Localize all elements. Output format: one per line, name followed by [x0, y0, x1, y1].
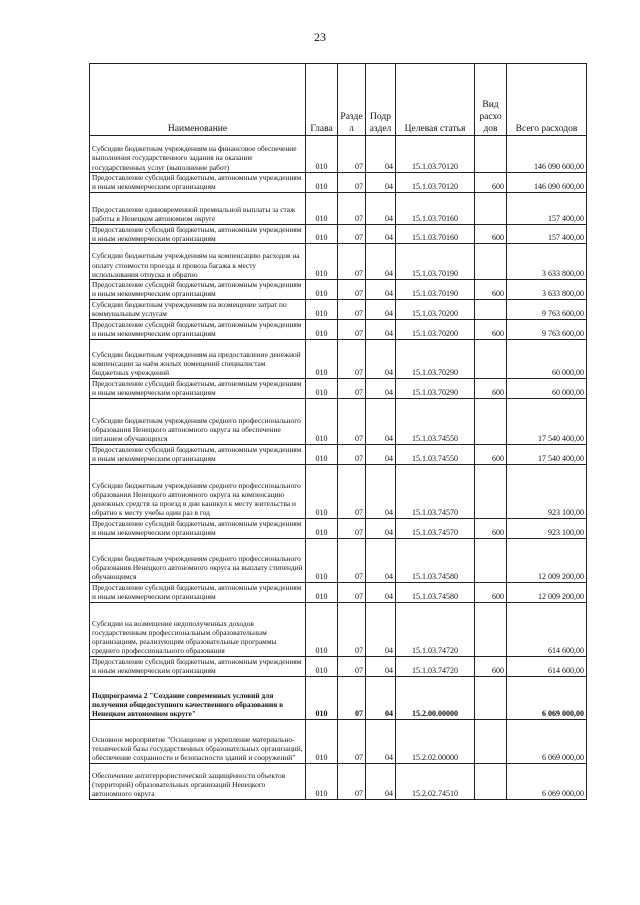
- table-row-subprogram: [90, 676, 587, 719]
- row-razdel: 07: [338, 763, 366, 799]
- row-name: Субсидии бюджетным учреждениям среднего профессионального образования Ненецкого автономного округа на обеспечение питанием обучающихся: [90, 398, 306, 444]
- row-razdel: 07: [338, 518, 366, 538]
- table-row: [90, 192, 587, 224]
- row-target: 15.1.03.74550: [396, 398, 475, 444]
- row-total: 9 763 600,00: [507, 299, 587, 319]
- row-razdel: 07: [338, 719, 366, 763]
- row-total: 157 400,00: [507, 192, 587, 224]
- row-target: 15.2.02.00000: [396, 719, 475, 763]
- row-total: 614 600,00: [507, 656, 587, 676]
- row-razdel: 07: [338, 299, 366, 319]
- row-vid: [475, 464, 507, 518]
- row-name: Предоставление субсидий бюджетным, автономным учреждениям и иным некоммерческим организациям: [90, 582, 306, 602]
- table-row: [90, 602, 587, 656]
- row-vid: [475, 602, 507, 656]
- header-name: Наименование: [90, 64, 306, 136]
- table-row: [90, 244, 587, 280]
- row-vid: 600: [475, 378, 507, 398]
- table-row: [90, 582, 587, 602]
- row-target: 15.1.03.70120: [396, 136, 475, 173]
- row-name: Предоставление субсидий бюджетным, автономным учреждениям и иным некоммерческим организациям: [90, 378, 306, 398]
- row-glava: 010: [306, 280, 338, 300]
- row-target: 15.1.03.74720: [396, 602, 475, 656]
- row-podrazdel: 04: [366, 319, 396, 339]
- row-razdel: 07: [338, 538, 366, 582]
- header-total: Всего расходов: [507, 64, 587, 136]
- row-glava: 010: [306, 444, 338, 464]
- row-glava: 010: [306, 244, 338, 280]
- row-total: 17 540 400,00: [507, 398, 587, 444]
- row-razdel: 07: [338, 464, 366, 518]
- row-razdel: 07: [338, 173, 366, 193]
- row-glava: 010: [306, 299, 338, 319]
- table-row: [90, 136, 587, 173]
- table-row: [90, 464, 587, 518]
- row-vid: [475, 763, 507, 799]
- row-glava: 010: [306, 319, 338, 339]
- row-podrazdel: 04: [366, 656, 396, 676]
- row-total: 17 540 400,00: [507, 444, 587, 464]
- row-razdel: 07: [338, 602, 366, 656]
- row-total: 146 090 600,00: [507, 173, 587, 193]
- row-target: 15.1.03.74570: [396, 518, 475, 538]
- row-podrazdel: 04: [366, 676, 396, 719]
- row-podrazdel: 04: [366, 192, 396, 224]
- row-name: Субсидии бюджетным учреждениям среднего профессионального образования Ненецкого автономного округа на компенсацию денежных средств за проезд в дни каникул к месту жительства и обратно к месту учебы один раз в год: [90, 464, 306, 518]
- row-glava: 010: [306, 339, 338, 378]
- row-vid: 600: [475, 319, 507, 339]
- row-podrazdel: 04: [366, 378, 396, 398]
- row-total: 12 009 200,00: [507, 582, 587, 602]
- row-target: 15.1.03.70200: [396, 299, 475, 319]
- row-podrazdel: 04: [366, 244, 396, 280]
- row-target: 15.1.03.74580: [396, 582, 475, 602]
- row-vid: [475, 719, 507, 763]
- row-target: 15.1.03.74580: [396, 538, 475, 582]
- row-podrazdel: 04: [366, 280, 396, 300]
- row-total: 3 633 800,00: [507, 280, 587, 300]
- header-target: Целевая статья: [396, 64, 475, 136]
- row-target: 15.1.03.70160: [396, 192, 475, 224]
- row-target: 15.2.02.74510: [396, 763, 475, 799]
- row-name: Предоставление субсидий бюджетным, автономным учреждениям и иным некоммерческим организациям: [90, 518, 306, 538]
- row-name: Предоставление единовременной премиальной выплаты за стаж работы в Ненецком автономном округе: [90, 192, 306, 224]
- row-razdel: 07: [338, 244, 366, 280]
- row-total: 146 090 600,00: [507, 136, 587, 173]
- header-vid: Вид расхо дов: [475, 64, 507, 136]
- row-razdel: 07: [338, 676, 366, 719]
- row-target: 15.1.03.74550: [396, 444, 475, 464]
- row-target: 15.1.03.70160: [396, 224, 475, 244]
- row-podrazdel: 04: [366, 538, 396, 582]
- row-razdel: 07: [338, 582, 366, 602]
- row-podrazdel: 04: [366, 444, 396, 464]
- table-row: [90, 398, 587, 444]
- row-glava: 010: [306, 224, 338, 244]
- row-podrazdel: 04: [366, 763, 396, 799]
- row-podrazdel: 04: [366, 582, 396, 602]
- row-vid: [475, 676, 507, 719]
- row-razdel: 07: [338, 224, 366, 244]
- row-target: 15.1.03.70200: [396, 319, 475, 339]
- header-razdel: Разде л: [338, 64, 366, 136]
- table-row: [90, 339, 587, 378]
- row-name: Подпрограмма 2 "Создание современных условий для получения общедоступного качественного образования в Ненецком автономном округе": [90, 676, 306, 719]
- table-row: [90, 224, 587, 244]
- row-razdel: 07: [338, 192, 366, 224]
- row-podrazdel: 04: [366, 224, 396, 244]
- row-name: Обеспечение антитеррористической защищённости объектов (территорий) образовательных организаций Ненецкого автономного округа: [90, 763, 306, 799]
- row-glava: 010: [306, 378, 338, 398]
- row-vid: [475, 339, 507, 378]
- row-name: Субсидии бюджетным учреждениям на возмещение затрат по коммунальным услугам: [90, 299, 306, 319]
- table-row: [90, 299, 587, 319]
- row-vid: [475, 192, 507, 224]
- table-row: [90, 538, 587, 582]
- row-total: 923 100,00: [507, 464, 587, 518]
- row-total: 157 400,00: [507, 224, 587, 244]
- row-total: 3 633 800,00: [507, 244, 587, 280]
- row-target: 15.1.03.70120: [396, 173, 475, 193]
- row-glava: 010: [306, 676, 338, 719]
- row-name: Предоставление субсидий бюджетным, автономным учреждениям и иным некоммерческим организациям: [90, 319, 306, 339]
- row-podrazdel: 04: [366, 602, 396, 656]
- row-total: 9 763 600,00: [507, 319, 587, 339]
- row-razdel: 07: [338, 378, 366, 398]
- row-vid: [475, 244, 507, 280]
- row-vid: 600: [475, 224, 507, 244]
- row-glava: 010: [306, 538, 338, 582]
- table-row: [90, 656, 587, 676]
- row-razdel: 07: [338, 319, 366, 339]
- row-vid: 600: [475, 656, 507, 676]
- row-vid: 600: [475, 280, 507, 300]
- row-target: 15.1.03.70190: [396, 280, 475, 300]
- row-total: 12 009 200,00: [507, 538, 587, 582]
- row-podrazdel: 04: [366, 719, 396, 763]
- row-glava: 010: [306, 136, 338, 173]
- row-vid: [475, 299, 507, 319]
- row-razdel: 07: [338, 339, 366, 378]
- table-row: [90, 763, 587, 799]
- row-glava: 010: [306, 656, 338, 676]
- row-podrazdel: 04: [366, 518, 396, 538]
- table-row: [90, 518, 587, 538]
- row-vid: 600: [475, 518, 507, 538]
- row-total: 6 069 000,00: [507, 676, 587, 719]
- row-glava: 010: [306, 763, 338, 799]
- row-name: Субсидии бюджетным учреждениям на предоставление денежной компенсации за наём жилых помещений специалистам бюджетных учреждений: [90, 339, 306, 378]
- row-name: Предоставление субсидий бюджетным, автономным учреждениям и иным некоммерческим организациям: [90, 280, 306, 300]
- row-name: Субсидии на возмещение недополученных доходов государственным профессиональным образовательным организациям, реализующим образовательные программы среднего профессионального образования: [90, 602, 306, 656]
- row-podrazdel: 04: [366, 299, 396, 319]
- row-podrazdel: 04: [366, 464, 396, 518]
- row-target: 15.2.00.00000: [396, 676, 475, 719]
- row-glava: 010: [306, 719, 338, 763]
- row-glava: 010: [306, 464, 338, 518]
- table-row: [90, 719, 587, 763]
- row-total: 6 069 000,00: [507, 719, 587, 763]
- table-row: [90, 173, 587, 193]
- row-razdel: 07: [338, 280, 366, 300]
- row-total: 60 000,00: [507, 339, 587, 378]
- row-podrazdel: 04: [366, 136, 396, 173]
- row-glava: 010: [306, 518, 338, 538]
- row-target: 15.1.03.74720: [396, 656, 475, 676]
- row-total: 6 069 000,00: [507, 763, 587, 799]
- row-name: Субсидии бюджетным учреждениям на компенсацию расходов на оплату стоимости проезда и провоза багажа к месту использования отпуска и обратно: [90, 244, 306, 280]
- row-name: Основное мероприятие "Оснащение и укрепление материально-технической базы государственных образовательных организаций, обеспечение сохранности и безопасности зданий и сооружений": [90, 719, 306, 763]
- row-razdel: 07: [338, 136, 366, 173]
- row-name: Субсидии бюджетным учреждениям на финансовое обеспечение выполнения государственного задания на оказание государственных услуг (выполнение работ): [90, 136, 306, 173]
- row-razdel: 07: [338, 444, 366, 464]
- row-vid: 600: [475, 444, 507, 464]
- row-vid: 600: [475, 582, 507, 602]
- table-row: [90, 444, 587, 464]
- row-glava: 010: [306, 173, 338, 193]
- row-podrazdel: 04: [366, 173, 396, 193]
- row-podrazdel: 04: [366, 398, 396, 444]
- table-header-row: [90, 64, 587, 136]
- row-vid: [475, 398, 507, 444]
- header-podrazdel: Подр аздел: [366, 64, 396, 136]
- row-target: 15.1.03.70290: [396, 378, 475, 398]
- row-podrazdel: 04: [366, 339, 396, 378]
- row-glava: 010: [306, 602, 338, 656]
- table-row: [90, 280, 587, 300]
- table-row: [90, 319, 587, 339]
- row-target: 15.1.03.74570: [396, 464, 475, 518]
- row-name: Предоставление субсидий бюджетным, автономным учреждениям и иным некоммерческим организациям: [90, 656, 306, 676]
- row-glava: 010: [306, 398, 338, 444]
- budget-table: [89, 63, 587, 800]
- row-name: Предоставление субсидий бюджетным, автономным учреждениям и иным некоммерческим организациям: [90, 173, 306, 193]
- page-number: 23: [314, 30, 326, 44]
- row-glava: 010: [306, 582, 338, 602]
- row-total: 614 600,00: [507, 602, 587, 656]
- row-glava: 010: [306, 192, 338, 224]
- row-total: 60 000,00: [507, 378, 587, 398]
- row-vid: 600: [475, 173, 507, 193]
- row-target: 15.1.03.70190: [396, 244, 475, 280]
- row-target: 15.1.03.70290: [396, 339, 475, 378]
- table-row: [90, 378, 587, 398]
- row-razdel: 07: [338, 398, 366, 444]
- header-glava: Глава: [306, 64, 338, 136]
- row-vid: [475, 136, 507, 173]
- row-razdel: 07: [338, 656, 366, 676]
- row-vid: [475, 538, 507, 582]
- row-total: 923 100,00: [507, 518, 587, 538]
- row-name: Субсидии бюджетным учреждениям среднего профессионального образования Ненецкого автономного округа на выплату стипендий обучающимся: [90, 538, 306, 582]
- row-name: Предоставление субсидий бюджетным, автономным учреждениям и иным некоммерческим организациям: [90, 224, 306, 244]
- row-name: Предоставление субсидий бюджетным, автономным учреждениям и иным некоммерческим организациям: [90, 444, 306, 464]
